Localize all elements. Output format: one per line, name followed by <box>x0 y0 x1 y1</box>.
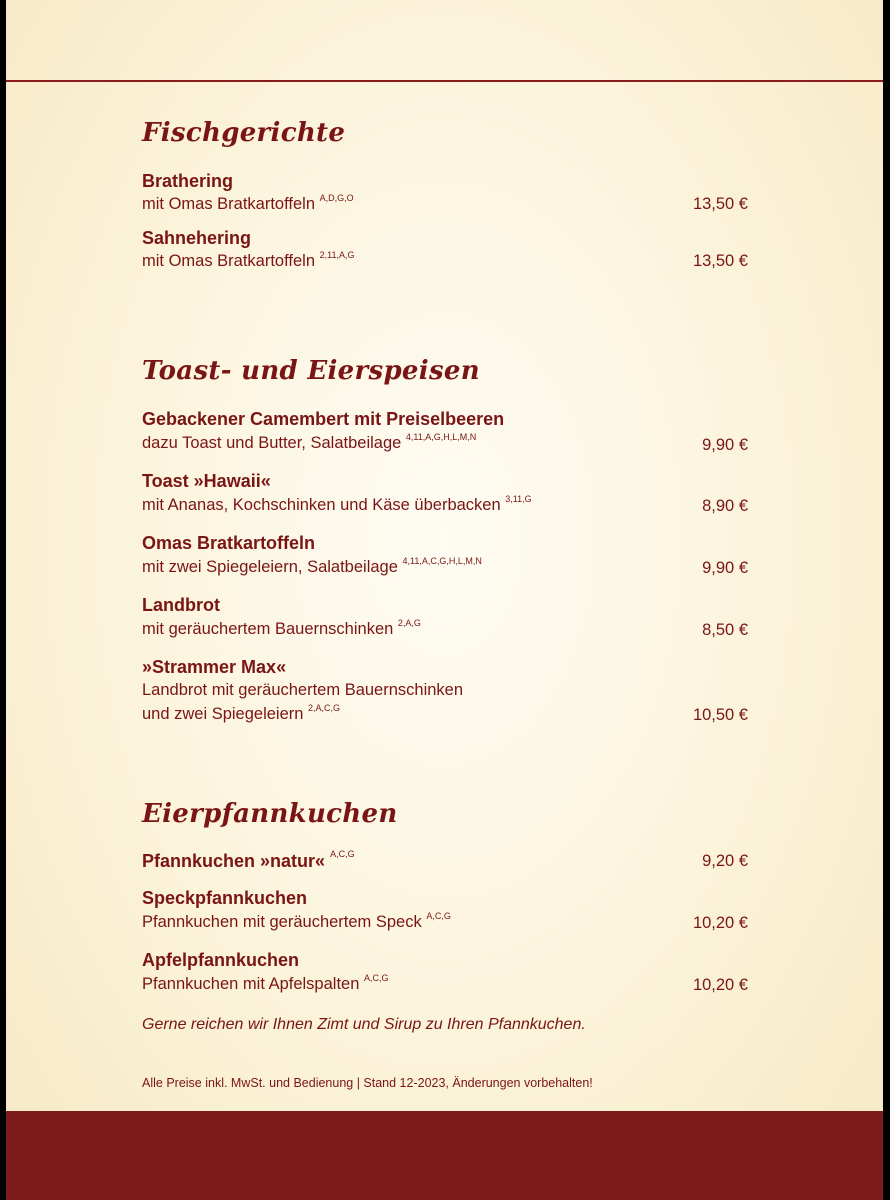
menu-item-price: 13,50 € <box>692 252 748 270</box>
menu-item-desc: mit Omas Bratkartoffeln $^{2,11,A,G}$ <box>142 250 355 270</box>
menu-item-desc: dazu Toast und Butter, Salatbeilage $^{4,11,A,G,H,L,M,N}$ <box>142 432 477 452</box>
top-divider <box>6 80 883 82</box>
price-disclaimer: Alle Preise inkl. MwSt. und Bedienung | Stand 12-2023, Änderungen vorbehalten! <box>142 1076 593 1090</box>
menu-item-desc-line: Landbrot mit geräuchertem Bauernschinken <box>142 681 464 699</box>
allergen-codes: A,D,G,O <box>319 193 354 203</box>
allergen-codes: 2,A,C,G <box>308 703 341 713</box>
menu-item-name: Brathering <box>142 171 234 191</box>
pancake-note: Gerne reichen wir Ihnen Zimt und Sirup zu Ihren Pfannkuchen. <box>142 1016 586 1033</box>
menu-item-name: Speckpfannkuchen <box>142 888 308 908</box>
allergen-codes: 2,A,G <box>397 618 421 628</box>
allergen-codes: 2,11,A,G <box>319 250 355 260</box>
section-heading-toast: Toast- und Eierspeisen <box>142 356 480 386</box>
menu-item-desc: Pfannkuchen mit geräuchertem Speck $^{A,C,G}$ <box>142 911 451 931</box>
section-heading-fischgerichte: Fischgerichte <box>142 118 346 148</box>
allergen-codes: 4,11,A,C,G,H,L,M,N <box>402 556 482 566</box>
allergen-codes: 3,11,G <box>505 494 532 504</box>
menu-item-name: Apfelpfannkuchen <box>142 950 300 970</box>
menu-item-desc: Pfannkuchen mit Apfelspalten $^{A,C,G}$ <box>142 973 389 993</box>
menu-item-name: Sahnehering <box>142 228 252 248</box>
menu-item-name: »Strammer Max« <box>142 657 287 677</box>
menu-item-name: Toast »Hawaii« <box>142 471 271 491</box>
menu-item-name: Pfannkuchen »natur« $^{A,C,G}$ <box>142 849 355 871</box>
menu-item-price: 10,20 € <box>692 976 748 994</box>
menu-item-desc: mit Omas Bratkartoffeln $^{A,D,G,O}$ <box>142 193 354 213</box>
menu-item-name: Landbrot <box>142 595 220 615</box>
menu-item-price: 10,50 € <box>692 706 748 724</box>
menu-item-price: 8,90 € <box>702 497 748 515</box>
allergen-codes: A,C,G <box>364 973 389 983</box>
menu-item-price: 9,90 € <box>702 436 748 454</box>
menu-item-price: 13,50 € <box>692 195 748 213</box>
menu-item-desc: mit Ananas, Kochschinken und Käse überbacken $^{3,11,G}$ <box>142 494 532 514</box>
allergen-codes: A,C,G <box>426 911 451 921</box>
menu-item-price: 10,20 € <box>692 914 748 932</box>
menu-item-name: Omas Bratkartoffeln <box>142 533 316 553</box>
menu-item-price: 9,90 € <box>702 559 748 577</box>
menu-item-price: 9,20 € <box>702 852 748 870</box>
footer-band <box>6 1111 883 1200</box>
menu-item-price: 8,50 € <box>702 621 748 639</box>
section-heading-eierpfannkuchen: Eierpfannkuchen <box>142 799 398 829</box>
allergen-codes: A,C,G <box>330 849 355 859</box>
menu-item-desc: und zwei Spiegeleiern $^{2,A,C,G}$ <box>142 703 341 723</box>
menu-page <box>6 0 883 1200</box>
allergen-codes: 4,11,A,G,H,L,M,N <box>405 432 477 442</box>
menu-item-desc: mit zwei Spiegeleiern, Salatbeilage $^{4,11,A,C,G,H,L,M,N}$ <box>142 556 482 576</box>
menu-item-name: Gebackener Camembert mit Preiselbeeren <box>142 409 505 429</box>
menu-item-desc: mit geräuchertem Bauernschinken $^{2,A,G}$ <box>142 618 421 638</box>
